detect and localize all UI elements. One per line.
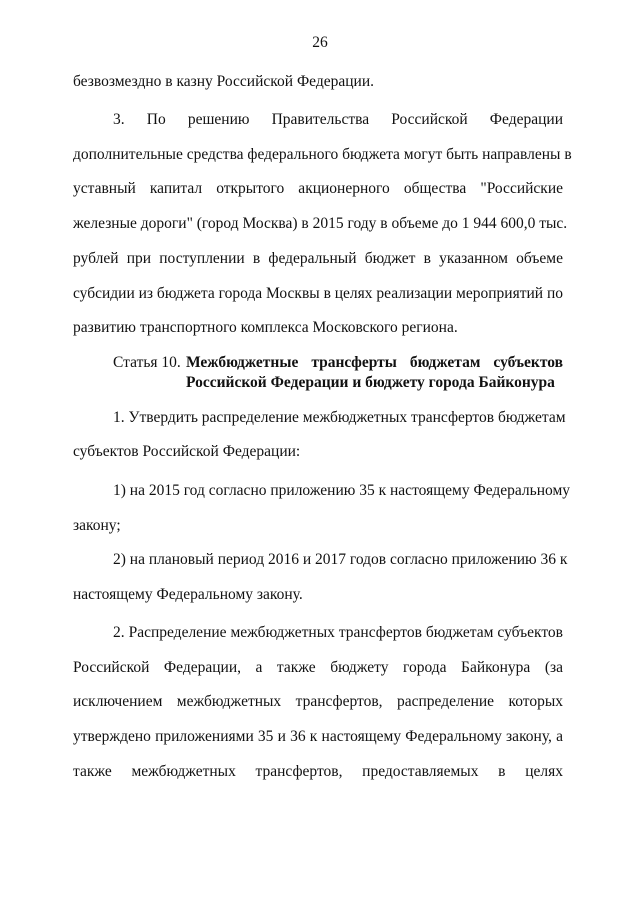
paragraph-2-line-1: 2. Распределение межбюджетных трансфертов бюджетам субъектов (113, 624, 563, 641)
text-line: настоящему Федеральному закону. (73, 586, 303, 603)
text-line: также межбюджетных трансфертов, предоставляемых в целях (73, 763, 563, 780)
text-line: субъектов Российской Федерации: (73, 443, 301, 460)
article-label: Статья 10. (113, 354, 181, 371)
paragraph-1-line-1: 1. Утвердить распределение межбюджетных трансфертов бюджетам (113, 409, 566, 426)
text-line: исключением межбюджетных трансфертов, распределение которых (73, 693, 563, 710)
text-line: Российской Федерации, а также бюджету города Байконура (за (73, 659, 563, 676)
text-line: утверждено приложениями 35 и 36 к настоящему Федеральному закону, а (73, 728, 563, 745)
text-line: дополнительные средства федерального бюджета могут быть направлены в (73, 146, 572, 163)
item-1-line-1: 1) на 2015 год согласно приложению 35 к настоящему Федеральному (113, 482, 571, 499)
text-line: рублей при поступлении в федеральный бюджет в указанном объеме (73, 250, 563, 267)
article-title-line-2: Российской Федерации и бюджету города Байконура (186, 374, 555, 391)
text-line: развитию транспортного комплекса Московского региона. (73, 319, 458, 336)
text-line: безвозмездно в казну Российской Федерации. (73, 73, 375, 90)
text-line: железные дороги" (город Москва) в 2015 году в объеме до 1 944 600,0 тыс. (73, 215, 568, 232)
text-line: закону; (73, 517, 121, 534)
paragraph-3-line-1: 3. По решению Правительства Российской Федерации (113, 111, 563, 128)
item-2-line-1: 2) на плановый период 2016 и 2017 годов согласно приложению 36 к (113, 551, 568, 568)
page-number: 26 (312, 34, 328, 51)
text-line: уставный капитал открытого акционерного общества "Российские (73, 180, 563, 197)
article-title-line-1: Межбюджетные трансферты бюджетам субъектов (186, 354, 563, 371)
text-line: субсидии из бюджета города Москвы в целях реализации мероприятий по (73, 285, 563, 302)
